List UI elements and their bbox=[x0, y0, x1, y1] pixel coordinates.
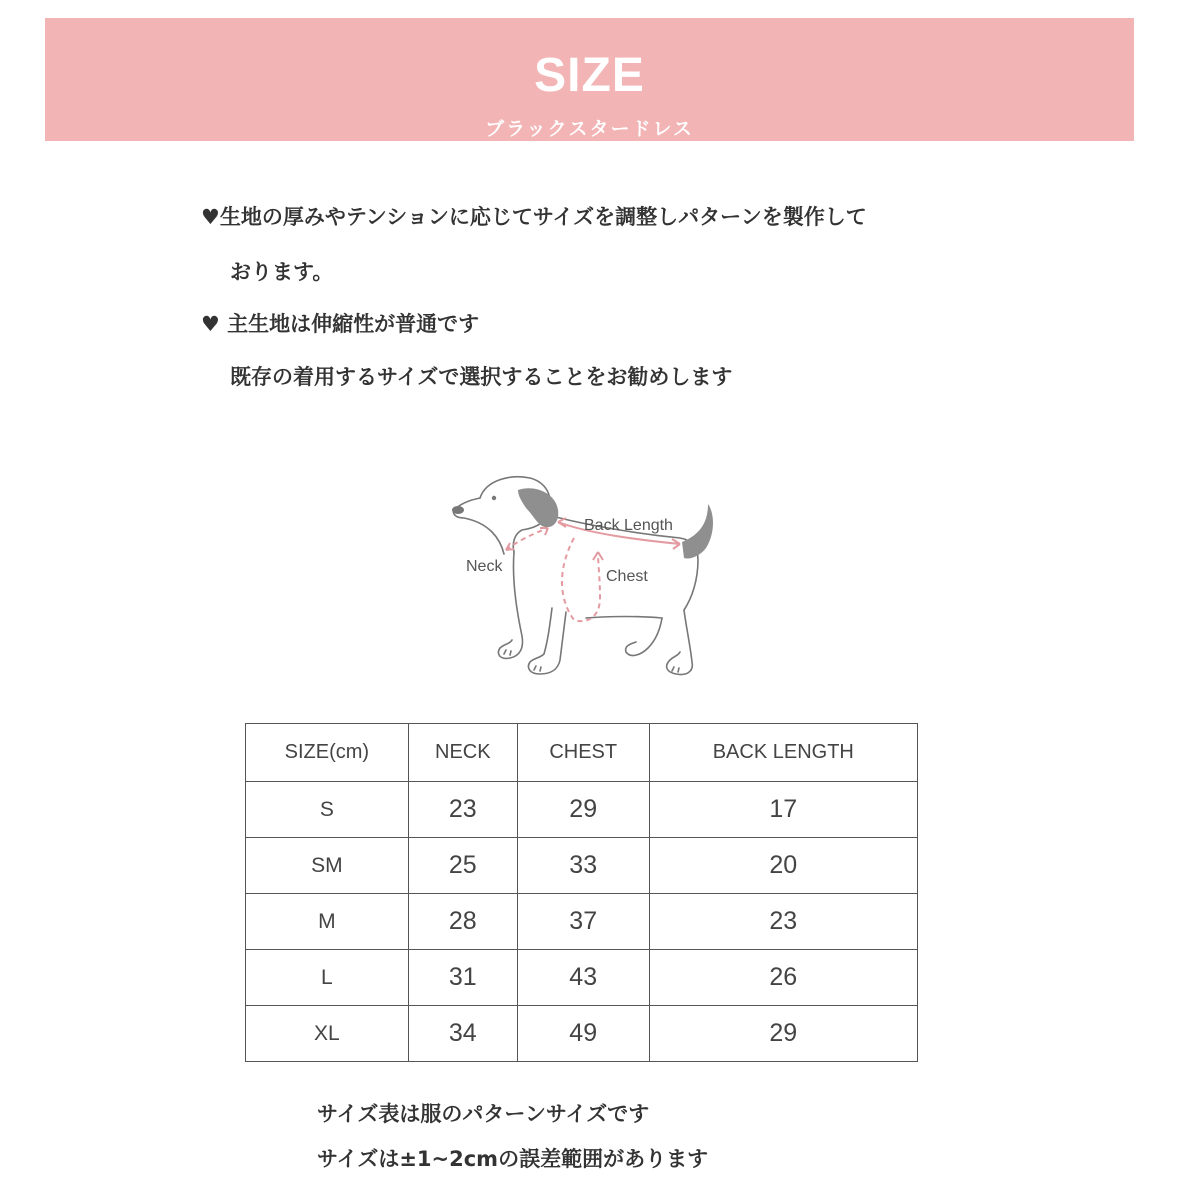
neck-label: Neck bbox=[466, 558, 503, 575]
header-size: SIZE(cm) bbox=[246, 724, 409, 782]
note-text-3: 主生地は伸縮性が普通です bbox=[219, 312, 480, 336]
heart-icon: ♥ bbox=[201, 312, 220, 336]
cell-back-length: 26 bbox=[649, 950, 917, 1006]
table-row bbox=[246, 894, 918, 950]
note-line-1 bbox=[201, 201, 867, 231]
note-line-4: 既存の着用するサイズで選択することをお勧めします bbox=[230, 365, 733, 389]
table-row bbox=[246, 782, 918, 838]
neck-line bbox=[506, 528, 548, 550]
header-banner bbox=[45, 18, 1134, 141]
note-line-2: おります。 bbox=[230, 260, 334, 284]
cell-size: M bbox=[246, 894, 409, 950]
table-row bbox=[246, 838, 918, 894]
dog-ear-icon bbox=[518, 488, 558, 527]
cell-back-length: 20 bbox=[649, 838, 917, 894]
cell-size: L bbox=[246, 950, 409, 1006]
table-row bbox=[246, 1006, 918, 1062]
cell-back-length: 17 bbox=[649, 782, 917, 838]
cell-size: XL bbox=[246, 1006, 409, 1062]
dog-outline-icon bbox=[452, 477, 698, 675]
footer-note-1: サイズ表は服のパターンサイズです bbox=[317, 1102, 650, 1126]
banner-title: SIZE bbox=[534, 49, 645, 102]
cell-chest: 33 bbox=[517, 838, 649, 894]
size-table bbox=[245, 723, 918, 1062]
chest-label: Chest bbox=[606, 568, 648, 585]
cell-chest: 43 bbox=[517, 950, 649, 1006]
cell-size: S bbox=[246, 782, 409, 838]
cell-neck: 23 bbox=[408, 782, 517, 838]
note-line-3 bbox=[201, 308, 479, 338]
cell-back-length: 23 bbox=[649, 894, 917, 950]
cell-back-length: 29 bbox=[649, 1006, 917, 1062]
table-row bbox=[246, 950, 918, 1006]
header-chest: CHEST bbox=[517, 724, 649, 782]
cell-chest: 29 bbox=[517, 782, 649, 838]
footer-note-2: サイズは±1~2cmの誤差範囲があります bbox=[317, 1147, 709, 1171]
cell-size: SM bbox=[246, 838, 409, 894]
chest-line bbox=[562, 538, 600, 621]
cell-neck: 25 bbox=[408, 838, 517, 894]
heart-icon: ♥ bbox=[201, 205, 220, 229]
dog-tail-icon bbox=[682, 504, 713, 559]
table-header-row bbox=[246, 724, 918, 782]
header-neck: NECK bbox=[408, 724, 517, 782]
back-length-label: Back Length bbox=[584, 517, 673, 534]
cell-chest: 49 bbox=[517, 1006, 649, 1062]
note-text-1: 生地の厚みやテンションに応じてサイズを調整しパターンを製作して bbox=[219, 205, 867, 229]
banner-subtitle: ブラックスタードレス bbox=[485, 118, 694, 140]
cell-neck: 28 bbox=[408, 894, 517, 950]
cell-neck: 31 bbox=[408, 950, 517, 1006]
cell-neck: 34 bbox=[408, 1006, 517, 1062]
dog-measurement-diagram bbox=[440, 468, 740, 688]
header-back-length: BACK LENGTH bbox=[649, 724, 917, 782]
cell-chest: 37 bbox=[517, 894, 649, 950]
